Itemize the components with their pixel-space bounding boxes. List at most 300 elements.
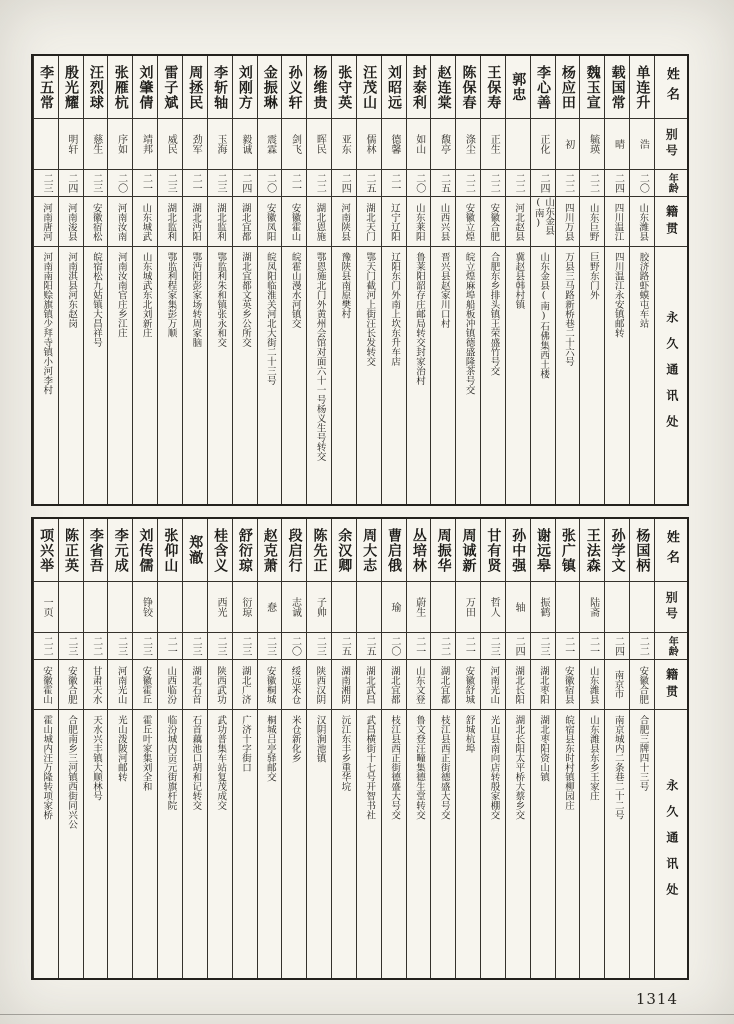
entry-column bbox=[83, 519, 108, 978]
entry-age-text: 二一 bbox=[190, 173, 202, 193]
entry-byname bbox=[456, 118, 480, 169]
entry-age bbox=[233, 632, 257, 659]
entry-byname-text: 浩 bbox=[637, 139, 649, 149]
entry-column bbox=[132, 56, 157, 504]
header-byname bbox=[655, 581, 687, 632]
entry-name bbox=[332, 56, 356, 118]
entry-byname-text: 玉海 bbox=[214, 134, 226, 154]
entry-age bbox=[456, 169, 480, 196]
entry-name bbox=[307, 56, 331, 118]
entry-column bbox=[257, 519, 282, 978]
entry-name bbox=[133, 519, 157, 581]
entry-name-text: 杨维贵 bbox=[311, 64, 328, 110]
entry-name bbox=[580, 519, 604, 581]
entry-byname-text: 震霖 bbox=[264, 134, 276, 154]
entry-address-text: 鄂恩施北门外黄州会馆对面六十一号杨义生号转交 bbox=[314, 252, 326, 461]
entry-address bbox=[307, 709, 331, 978]
entry-column bbox=[455, 56, 480, 504]
entry-age bbox=[481, 169, 505, 196]
entry-name-text: 曹启俄 bbox=[385, 527, 402, 573]
entry-address bbox=[456, 246, 480, 504]
entry-age-text: 二二 bbox=[488, 173, 500, 193]
entry-address-text: 湖北宜都文英乡公所交 bbox=[240, 252, 252, 347]
entry-native-text: 安徽合肥 bbox=[65, 665, 77, 704]
entry-address-text: 河南南阳赊旗镇少拜寺镇小河李村 bbox=[41, 252, 53, 395]
entry-byname-text: 晴 bbox=[612, 139, 624, 149]
entry-native-text: 安徽霍山 bbox=[289, 202, 301, 241]
entry-address bbox=[431, 246, 455, 504]
entry-byname bbox=[357, 581, 381, 632]
entry-column bbox=[281, 519, 306, 978]
entry-age bbox=[605, 169, 629, 196]
entry-byname-text: 劲军 bbox=[190, 134, 202, 154]
entry-native bbox=[133, 659, 157, 709]
entry-name-text: 谢远皋 bbox=[535, 527, 552, 573]
entry-native-text: 山东莱阳 bbox=[413, 202, 425, 241]
entry-native-text: 河南陕县 bbox=[339, 202, 351, 241]
entry-address-text: 皖霍山漫水河镇交 bbox=[289, 252, 301, 328]
entry-column bbox=[132, 519, 157, 978]
entry-age-text: 二五 bbox=[438, 173, 450, 193]
entry-native-text: 安徽合肥 bbox=[488, 202, 500, 241]
entry-byname-text: 瑜 bbox=[388, 602, 400, 612]
entry-native-text: 绥远米仓 bbox=[289, 665, 301, 704]
entry-address-text: 胶济路虾蟆屯车站 bbox=[637, 252, 649, 328]
entry-native bbox=[506, 659, 530, 709]
entry-column bbox=[157, 519, 182, 978]
entry-name bbox=[84, 56, 108, 118]
entry-name-text: 陈正英 bbox=[63, 527, 80, 573]
entry-column bbox=[257, 56, 282, 504]
entry-byname bbox=[282, 118, 306, 169]
entry-byname bbox=[84, 581, 108, 632]
entry-name-text: 余汉卿 bbox=[336, 527, 353, 573]
entry-age bbox=[580, 169, 604, 196]
entry-address bbox=[183, 709, 207, 978]
entry-column bbox=[455, 519, 480, 978]
entry-native-text: 湖北沔阳 bbox=[190, 202, 202, 241]
entry-column bbox=[629, 56, 654, 504]
entry-column bbox=[157, 56, 182, 504]
entry-name-text: 孙学文 bbox=[609, 527, 626, 573]
entry-name bbox=[357, 519, 381, 581]
entry-age bbox=[158, 169, 182, 196]
entry-name bbox=[357, 56, 381, 118]
entry-age-text: 二四 bbox=[339, 173, 351, 193]
entry-age-text: 二〇 bbox=[637, 173, 649, 193]
entry-name bbox=[108, 519, 132, 581]
entry-address-text: 皖宿松九姑镇大昌祥号 bbox=[90, 252, 102, 347]
entry-age bbox=[456, 632, 480, 659]
entry-address bbox=[34, 709, 58, 978]
entry-name-text: 杨应田 bbox=[559, 64, 576, 110]
entry-name bbox=[307, 519, 331, 581]
entry-address bbox=[605, 246, 629, 504]
entry-name bbox=[258, 56, 282, 118]
entry-name bbox=[481, 56, 505, 118]
entry-name bbox=[431, 519, 455, 581]
entry-byname bbox=[456, 581, 480, 632]
entry-age-text: 二二 bbox=[513, 173, 525, 193]
entry-native bbox=[506, 196, 530, 246]
entry-column bbox=[281, 56, 306, 504]
entry-name-text: 刘刚方 bbox=[236, 64, 253, 110]
entry-name-text: 张仰山 bbox=[162, 527, 179, 573]
entry-byname bbox=[307, 581, 331, 632]
entry-native bbox=[456, 659, 480, 709]
entry-address bbox=[407, 246, 431, 504]
entry-byname-text: 馥亭 bbox=[438, 134, 450, 154]
entry-column bbox=[83, 56, 108, 504]
entry-address bbox=[133, 709, 157, 978]
entry-name bbox=[183, 56, 207, 118]
entry-byname bbox=[108, 581, 132, 632]
entry-native-text: 湖北宜都 bbox=[388, 665, 400, 704]
entry-address bbox=[630, 709, 654, 978]
entry-name bbox=[456, 519, 480, 581]
entry-age bbox=[407, 169, 431, 196]
entry-age-text: 二〇 bbox=[388, 636, 400, 656]
entry-byname bbox=[556, 581, 580, 632]
entry-byname bbox=[183, 118, 207, 169]
entry-native bbox=[357, 196, 381, 246]
entry-native-text: 河南汝南 bbox=[115, 202, 127, 241]
entry-native bbox=[158, 196, 182, 246]
entry-address bbox=[307, 246, 331, 504]
entry-address bbox=[332, 709, 356, 978]
header-native-text: 籍贯 bbox=[664, 204, 679, 239]
entry-age bbox=[208, 169, 232, 196]
entry-age-text: 二三 bbox=[115, 636, 127, 656]
entry-name bbox=[183, 519, 207, 581]
entry-age bbox=[506, 169, 530, 196]
entry-name bbox=[34, 519, 58, 581]
entry-native-text: 四川万县 bbox=[562, 202, 574, 241]
entry-age bbox=[531, 632, 555, 659]
entry-address bbox=[34, 246, 58, 504]
entry-age-text: 二一 bbox=[562, 636, 574, 656]
entry-native bbox=[407, 196, 431, 246]
entry-byname bbox=[630, 581, 654, 632]
entry-address-text: 万县三马路新桥巷二十六号 bbox=[563, 252, 574, 366]
entry-native-text: 湖北武昌 bbox=[364, 665, 376, 704]
entry-address-text: 山东潍县东乡王家庄 bbox=[587, 715, 599, 801]
entry-native bbox=[34, 196, 58, 246]
entry-name bbox=[208, 519, 232, 581]
entry-column bbox=[306, 56, 331, 504]
entry-address-text: 鄂天门截河上街汪长发转交 bbox=[364, 252, 376, 366]
entry-name-text: 甘有贤 bbox=[485, 527, 502, 573]
page-number: 1314 bbox=[635, 990, 678, 1008]
entry-native-text: 河南光山 bbox=[115, 665, 127, 704]
entry-address bbox=[407, 709, 431, 978]
entry-name bbox=[158, 519, 182, 581]
entry-address-text: 晋兴县赵家川口村 bbox=[438, 252, 450, 328]
entry-byname bbox=[481, 118, 505, 169]
entry-byname bbox=[34, 118, 58, 169]
entry-age-text: 二二 bbox=[438, 636, 450, 656]
entry-address-text: 石首藕池口胡和记转交 bbox=[190, 715, 202, 810]
entry-native bbox=[208, 196, 232, 246]
entry-age-text: 二三 bbox=[190, 636, 202, 656]
entry-age bbox=[158, 632, 182, 659]
header-column bbox=[654, 56, 687, 504]
entry-address bbox=[506, 709, 530, 978]
entry-name-text: 魏玉宣 bbox=[584, 64, 601, 110]
entry-address-text: 鄂监利朱和镇张永和交 bbox=[215, 252, 227, 347]
entry-native bbox=[34, 659, 58, 709]
entry-age-text: 二一 bbox=[140, 173, 152, 193]
entry-address-text: 天水兴丰镇大顺林号 bbox=[90, 715, 102, 801]
entry-address-text: 合肥三牌四十三号 bbox=[637, 715, 649, 791]
entry-native bbox=[556, 659, 580, 709]
entry-byname bbox=[431, 118, 455, 169]
entry-native bbox=[332, 659, 356, 709]
entry-native-text: 湖北宜都 bbox=[438, 665, 450, 704]
entry-name-text: 丛培林 bbox=[410, 527, 427, 573]
entry-byname-text: 毓瑛 bbox=[587, 134, 599, 154]
entry-name bbox=[332, 519, 356, 581]
entry-age-text: 二三 bbox=[314, 636, 326, 656]
entry-age-text: 二五 bbox=[339, 636, 351, 656]
entry-address-text: 鄂沔阳彭家场转周家脑 bbox=[190, 252, 202, 347]
entry-age-text: 二三 bbox=[90, 173, 102, 193]
entry-name-text: 殷光耀 bbox=[63, 64, 80, 110]
entry-column bbox=[58, 519, 83, 978]
entry-address bbox=[332, 246, 356, 504]
entry-name-text: 李心善 bbox=[535, 64, 552, 110]
header-age-text: 年龄 bbox=[666, 636, 678, 656]
entry-address-text: 霍山城内汪万隆转项家桥 bbox=[41, 715, 53, 820]
entry-native-text: 陕西汉阴 bbox=[314, 665, 326, 704]
entry-name bbox=[208, 56, 232, 118]
entry-byname-text: 明轩 bbox=[65, 134, 77, 154]
entry-native bbox=[556, 196, 580, 246]
entry-age-text: 二四 bbox=[612, 173, 624, 193]
entry-name-text: 汪茂山 bbox=[361, 64, 378, 110]
entry-column bbox=[331, 519, 356, 978]
entry-name-text: 雷子斌 bbox=[162, 64, 179, 110]
entry-name-text: 孙义轩 bbox=[286, 64, 303, 110]
entry-age bbox=[531, 169, 555, 196]
entry-address bbox=[158, 709, 182, 978]
entry-age-text: 二二 bbox=[90, 636, 102, 656]
entry-byname-text: 哲人 bbox=[488, 597, 500, 617]
entry-byname bbox=[605, 118, 629, 169]
entry-byname bbox=[258, 581, 282, 632]
entry-name bbox=[407, 56, 431, 118]
entry-byname bbox=[580, 118, 604, 169]
entry-byname bbox=[133, 118, 157, 169]
entry-native bbox=[307, 659, 331, 709]
entry-byname bbox=[158, 118, 182, 169]
entry-age-text: 二一 bbox=[165, 636, 177, 656]
entry-native bbox=[357, 659, 381, 709]
header-native bbox=[655, 196, 687, 246]
entry-address bbox=[84, 246, 108, 504]
entry-age-text: 二一 bbox=[388, 173, 400, 193]
entry-age-text: 二一 bbox=[289, 173, 301, 193]
entry-address bbox=[183, 246, 207, 504]
entry-name-text: 杨国柄 bbox=[634, 527, 651, 573]
entry-name bbox=[431, 56, 455, 118]
entry-native-text: 辽宁辽阳 bbox=[388, 202, 400, 241]
entry-age bbox=[556, 632, 580, 659]
entry-native bbox=[605, 659, 629, 709]
entry-address bbox=[258, 246, 282, 504]
entry-age bbox=[59, 169, 83, 196]
entry-address bbox=[605, 709, 629, 978]
entry-name bbox=[108, 56, 132, 118]
entry-byname-text: 蔚生 bbox=[413, 597, 425, 617]
entry-column bbox=[107, 519, 132, 978]
entry-age bbox=[580, 632, 604, 659]
entry-column bbox=[182, 519, 207, 978]
entry-name-text: 陈先正 bbox=[311, 527, 328, 573]
entry-address-text: 河南淇县河东赵岗 bbox=[66, 252, 78, 328]
entry-age bbox=[133, 632, 157, 659]
entry-byname-text: 铮铰 bbox=[140, 597, 152, 617]
header-name-text: 姓名 bbox=[663, 67, 679, 107]
entry-byname-text: 晖民 bbox=[314, 134, 326, 154]
entry-column bbox=[505, 519, 530, 978]
entry-column bbox=[505, 56, 530, 504]
entry-age bbox=[183, 632, 207, 659]
header-address bbox=[655, 246, 687, 504]
entry-column bbox=[555, 519, 580, 978]
entry-address bbox=[580, 246, 604, 504]
entry-native-text: 湖北广济 bbox=[239, 665, 251, 704]
entry-column bbox=[604, 56, 629, 504]
entry-name bbox=[158, 56, 182, 118]
entry-age-text: 二五 bbox=[364, 636, 376, 656]
entry-address-text: 皖立煌麻埠船板冲镇德盛隆茶号交 bbox=[463, 252, 475, 395]
entry-column bbox=[480, 519, 505, 978]
entry-name-text: 郭忠 bbox=[510, 72, 527, 102]
entry-name-text: 陈保春 bbox=[460, 64, 477, 110]
entry-name-text: 项兴举 bbox=[38, 527, 55, 573]
entry-native-text: 山东潍县 bbox=[637, 202, 649, 241]
header-name bbox=[655, 519, 687, 581]
entry-age-text: 二〇 bbox=[264, 173, 276, 193]
header-address-text: 永久通讯处 bbox=[664, 310, 679, 441]
entry-name bbox=[630, 519, 654, 581]
entry-age-text: 二三 bbox=[214, 173, 226, 193]
entry-column bbox=[107, 56, 132, 504]
entry-column bbox=[629, 519, 654, 978]
entry-byname bbox=[556, 118, 580, 169]
entry-column bbox=[356, 519, 381, 978]
entry-native-text: 南京市 bbox=[612, 670, 624, 699]
header-address bbox=[655, 709, 687, 978]
entry-age bbox=[431, 169, 455, 196]
entry-byname bbox=[34, 581, 58, 632]
entry-address bbox=[208, 709, 232, 978]
entry-native-text: 安徽凤阳 bbox=[264, 202, 276, 241]
entry-age-text: 二二 bbox=[637, 636, 649, 656]
entry-native bbox=[282, 659, 306, 709]
entry-native-text: 湖北恩施 bbox=[314, 202, 326, 241]
entry-native-text: 山东城武 bbox=[140, 202, 152, 241]
entry-age bbox=[133, 169, 157, 196]
entry-age bbox=[605, 632, 629, 659]
entry-address bbox=[481, 246, 505, 504]
entry-address-text: 南京城内二条巷二十二号 bbox=[612, 715, 624, 820]
entry-age bbox=[407, 632, 431, 659]
entry-address-text: 米仓新化乡 bbox=[289, 715, 301, 763]
entry-name bbox=[605, 519, 629, 581]
entry-age bbox=[208, 632, 232, 659]
entry-byname bbox=[59, 118, 83, 169]
entry-address bbox=[59, 709, 83, 978]
entry-name-text: 刘昭远 bbox=[385, 64, 402, 110]
entry-name bbox=[282, 56, 306, 118]
entry-age bbox=[59, 632, 83, 659]
entry-native-text: 湖南湘阴 bbox=[339, 665, 351, 704]
entry-native bbox=[258, 659, 282, 709]
entry-address-text: 冀赵县韩村镇 bbox=[513, 252, 525, 309]
entry-name-text: 封泰利 bbox=[410, 64, 427, 110]
entry-age bbox=[332, 169, 356, 196]
entry-age-text: 二二 bbox=[463, 173, 475, 193]
entry-name-text: 金振琳 bbox=[261, 64, 278, 110]
entry-age-text: 二四 bbox=[612, 636, 624, 656]
entry-native bbox=[133, 196, 157, 246]
entry-column bbox=[604, 519, 629, 978]
entry-name-text: 王保寿 bbox=[485, 64, 502, 110]
entry-address bbox=[108, 246, 132, 504]
entry-address bbox=[158, 246, 182, 504]
entry-byname bbox=[258, 118, 282, 169]
entry-age-text: 二五 bbox=[364, 173, 376, 193]
entry-native-text: 安徽宿县 bbox=[562, 665, 574, 704]
entry-age bbox=[258, 632, 282, 659]
entry-name-text: 刘肇倩 bbox=[137, 64, 154, 110]
entry-byname bbox=[407, 118, 431, 169]
entry-name-text: 桂含义 bbox=[212, 527, 229, 573]
entry-name-text: 郑澈 bbox=[187, 535, 204, 565]
entry-address-text: 沅江东丰乡重华垸 bbox=[339, 715, 351, 791]
entry-address-text: 湖北长阳太平桥大蔡乡交 bbox=[513, 715, 525, 820]
entry-age bbox=[233, 169, 257, 196]
entry-name bbox=[233, 519, 257, 581]
entry-address-text: 鲁文登汪疃集德生堂转交 bbox=[413, 715, 425, 820]
entry-address bbox=[382, 246, 406, 504]
entry-native bbox=[108, 659, 132, 709]
entry-native bbox=[481, 659, 505, 709]
entry-name-text: 载国常 bbox=[609, 64, 626, 110]
entry-native bbox=[183, 196, 207, 246]
entry-name-text: 周大志 bbox=[361, 527, 378, 573]
entry-age bbox=[307, 632, 331, 659]
entry-name-text: 孙中强 bbox=[510, 527, 527, 573]
entry-native bbox=[580, 659, 604, 709]
entry-native bbox=[481, 196, 505, 246]
entry-address-text: 皖凤阳临淮关河北大街二十三号 bbox=[264, 252, 276, 385]
entry-name bbox=[506, 56, 530, 118]
entry-address bbox=[506, 246, 530, 504]
entry-column bbox=[480, 56, 505, 504]
entry-native-text: 山东巨野 bbox=[587, 202, 599, 241]
entry-native bbox=[630, 659, 654, 709]
entry-native bbox=[332, 196, 356, 246]
entry-native-text: 湖北长阳 bbox=[513, 665, 525, 704]
entry-age bbox=[258, 169, 282, 196]
entry-address bbox=[108, 709, 132, 978]
entry-native-text: 河南光山 bbox=[488, 665, 500, 704]
entry-age bbox=[382, 632, 406, 659]
entry-native-text: 安徽舒城 bbox=[463, 665, 475, 704]
